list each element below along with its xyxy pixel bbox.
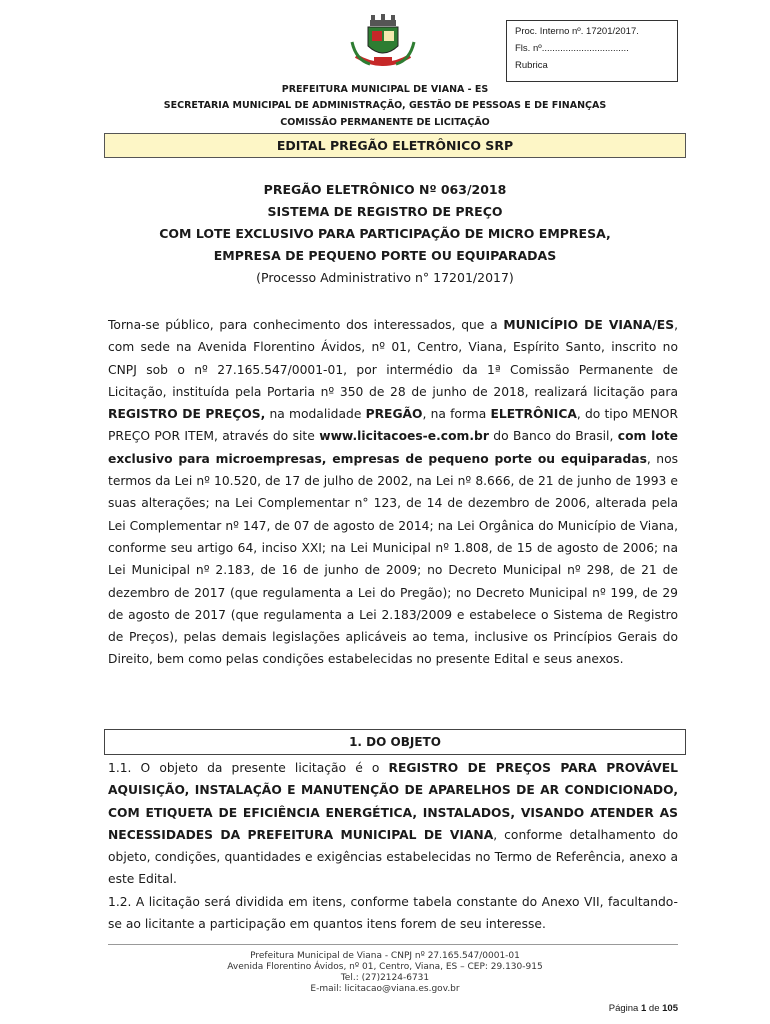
page-number: Página 1 de 105	[608, 1003, 678, 1014]
item-1-1: 1.1. O objeto da presente licitação é o REGISTRO DE PREÇOS PARA PROVÁVEL AQUISIÇÃO, INSTALAÇÃO E MANUTENÇÃO DE APARELHOS DE AR CONDICIONADO, COM ETIQUETA DE EFICIÊNCIA ENERGÉTICA, INSTALADOS, VISANDO ATENDER AS NECESSIDADES DA PREFEITURA MUNICIPAL DE VIANA, conforme detalhamento do objeto, condições, quantidades e exigências estabelecidas no Termo de Referência, anexo a este Edital.	[108, 761, 678, 887]
process-stamp-box	[506, 20, 678, 82]
footer-phone: Tel.: (27)2124-6731	[340, 973, 430, 983]
empresa-title: EMPRESA DE PEQUENO PORTE OU EQUIPARADAS	[213, 248, 557, 263]
processo-subtitle: (Processo Administrativo n° 17201/2017)	[256, 270, 514, 285]
process-number: Proc. Interno nº. 17201/2017.	[515, 26, 639, 37]
footer-cnpj: Prefeitura Municipal de Viana - CNPJ nº 27.165.547/0001-01	[250, 951, 520, 961]
lote-title: COM LOTE EXCLUSIVO PARA PARTICIPAÇÃO DE MICRO EMPRESA,	[159, 226, 611, 241]
municipal-crest-icon	[350, 12, 416, 74]
header-secretaria: SECRETARIA MUNICIPAL DE ADMINISTRAÇÃO, GESTÃO DE PESSOAS E DE FINANÇAS	[163, 100, 607, 111]
header-prefeitura: PREFEITURA MUNICIPAL DE VIANA - ES	[281, 84, 489, 95]
signature-label: Rubrica	[515, 60, 548, 71]
footer-email: E-mail: licitacao@viana.es.gov.br	[310, 984, 460, 994]
edital-banner: EDITAL PREGÃO ELETRÔNICO SRP	[104, 133, 686, 158]
intro-paragraph: Torna-se público, para conhecimento dos interessados, que a MUNICÍPIO DE VIANA/ES, com sede na Avenida Florentino Ávidos, nº 01, Centro, Viana, Espírito Santo, inscrito no CNPJ sob o nº 27.165.547/0001-01, por intermédio da 1ª Comissão Permanente de Licitação, instituída pela Portaria nº 350 de 28 de junho de 2018, realizará licitação para REGISTRO DE PREÇOS, na modalidade PREGÃO, na forma ELETRÔNICA, do tipo MENOR PREÇO POR ITEM, através do site www.licitacoes-e.com.br do Banco do Brasil, com lote exclusivo para microempresas, empresas de pequeno porte ou equiparadas, nos termos da Lei nº 10.520, de 17 de julho de 2002, na Lei nº 8.666, de 21 de junho de 1993 e suas alterações; na Lei Complementar n° 123, de 14 de dezembro de 2006, alterada pela Lei Complementar nº 147, de 07 de agosto de 2014; na Lei Orgânica do Município de Viana, conforme seu artigo 64, inciso XXI; na Lei Municipal nº 1.808, de 15 de agosto de 2006; na Lei Municipal nº 2.183, de 16 de junho de 2009; no Decreto Municipal nº 298, de 21 de dezembro de 2017 (que regulamenta a Lei do Pregão); no Decreto Municipal nº 199, de 29 de agosto de 2017 (que regulamenta a Lei 2.183/2009 e estabelece o Sistema de Registro de Preços), pelas demais legislações aplicáveis ao tema, inclusive os Princípios Gerais do Direito, bem como pelas condições estabelecidas no presente Edital e seus anexos.	[108, 318, 679, 667]
pregao-title: PREGÃO ELETRÔNICO Nº 063/2018	[263, 182, 507, 197]
section-heading-objeto: 1. DO OBJETO	[104, 729, 686, 755]
sheet-number: Fls. nº.................................	[515, 43, 629, 54]
item-1-2: 1.2. A licitação será dividida em itens, conforme tabela constante do Anexo VII, facultando-se ao licitante a participação em quantos itens forem de seu interesse.	[108, 895, 678, 932]
footer-address: Avenida Florentino Ávidos, nº 01, Centro, Viana, ES – CEP: 29.130-915	[227, 962, 543, 972]
header-comissao: COMISSÃO PERMANENTE DE LICITAÇÃO	[280, 117, 490, 128]
srp-title: SISTEMA DE REGISTRO DE PREÇO	[267, 204, 503, 219]
footer-divider	[108, 944, 678, 945]
